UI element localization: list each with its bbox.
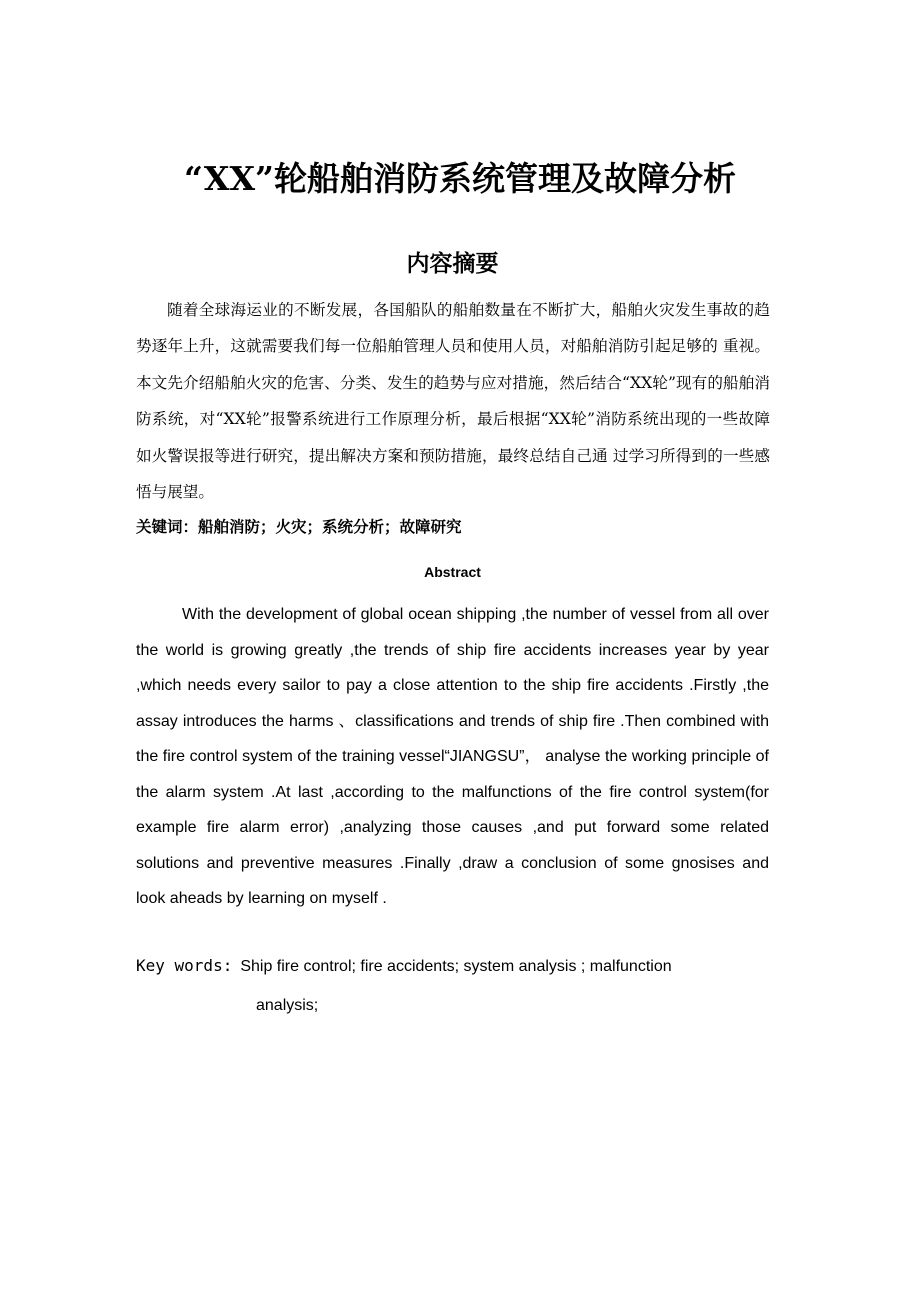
keywords-english-label: Key words:: [136, 956, 233, 975]
keywords-english-line2: analysis;: [256, 997, 319, 1014]
keywords-chinese: 关键词：船舶消防；火灾；系统分析；故障研究: [136, 518, 462, 536]
abstract-heading-chinese: 内容摘要: [406, 250, 499, 277]
abstract-body-english: With the development of global ocean shipping ,the number of vessel from all over the world is growing greatly ,the trends of ship fire accidents increases year by year ,which needs every sailor to pay a close attention to the ship fire accidents .Firstly ,the assay introduces the harms 、classifications and trends of ship fire .Then combined with the fire control system of the training vessel“JIANGSU”， analyse the working principle of the alarm system .At last ,according to the malfunctions of the fire control system(for example fire alarm error) ,analyzing those causes ,and put forward some related solutions and preventive measures .Finally ,draw a conclusion of some gnosises and look aheads by learning on myself .: [136, 606, 769, 907]
document-title: “XX”轮船舶消防系统管理及故障分析: [183, 159, 737, 198]
keywords-english-line1: Ship fire control; fire accidents; system analysis ; malfunction: [240, 958, 672, 975]
abstract-heading-english: Abstract: [424, 564, 481, 580]
abstract-body-chinese: 随着全球海运业的不断发展，各国船队的船舶数量在不断扩大，船舶火灾发生事故的趋势逐年上升，这就需要我们每一位船舶管理人员和使用人员，对船舶消防引起足够的 重视。本文先介绍船舶火灾的危害、分类、发生的趋势与应对措施，然后结合“XX轮”现有的船舶消防系统，对“XX轮”报警系统进行工作原理分析，最后根据“XX轮”消防系统出现的一些故障如火警误报等进行研究，提出解决方案和预防措施，最终总结自己通 过学习所得到的一些感悟与展望。: [136, 301, 770, 502]
keywords-english: [136, 951, 776, 982]
